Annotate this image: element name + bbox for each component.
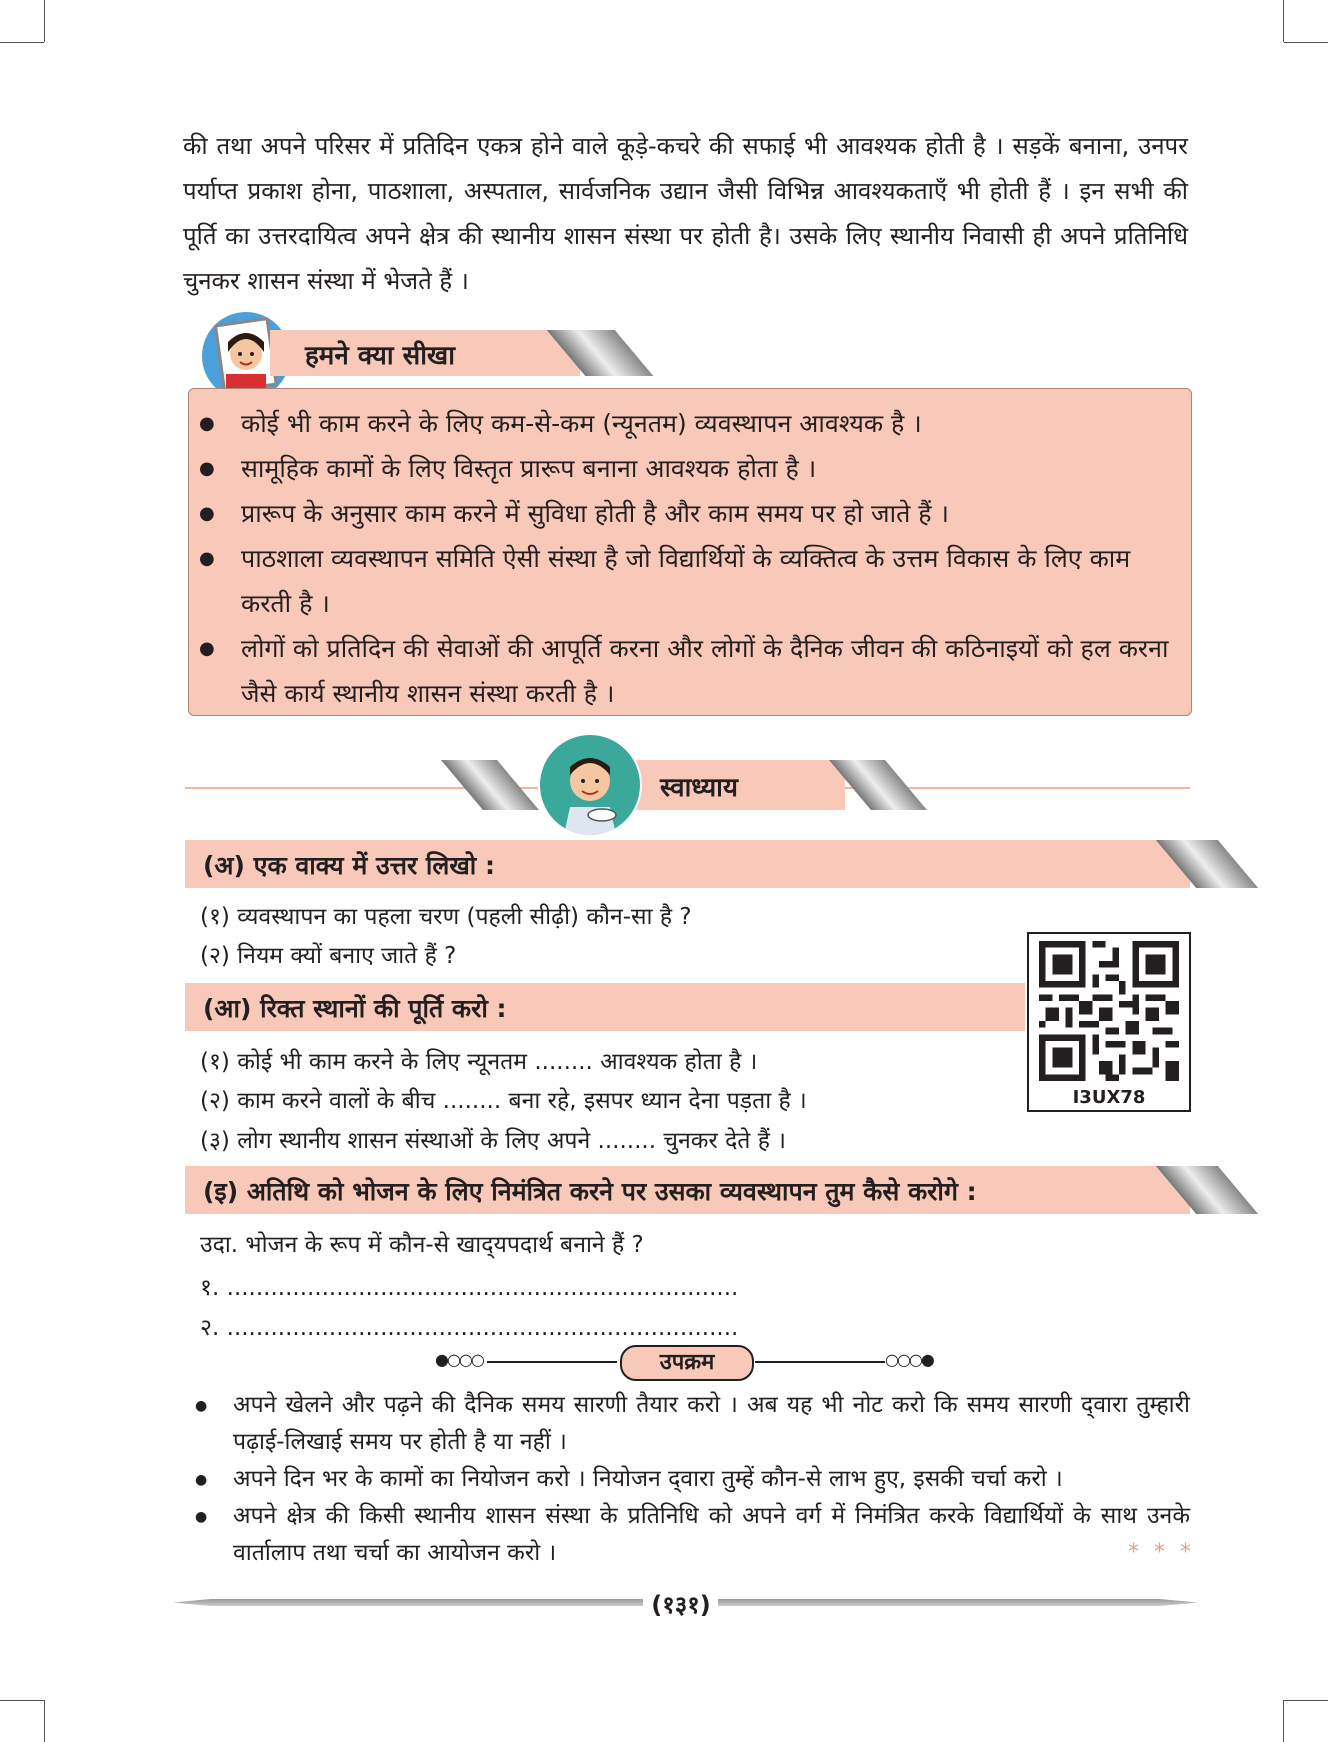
question: (३) लोग स्थानीय शासन संस्थाओं के लिए अपने ........ चुनकर देते हैं । <box>200 1128 786 1154</box>
learned-box <box>188 388 1192 716</box>
intro-text <box>183 124 1188 304</box>
qr-code-label: I3UX78 <box>1072 1087 1146 1108</box>
qr-code[interactable] <box>1027 932 1191 1112</box>
crop-mark <box>1283 1700 1284 1742</box>
question: (२) नियम क्यों बनाए जाते हैं ? <box>200 943 457 969</box>
intro-paragraph: की तथा अपने परिसर में प्रतिदिन एकत्र होने वाले कूड़े-कचरे की सफाई भी आवश्यक होती है । सड़कें बनाना, उनपर पर्याप्त प्रकाश होना, पाठशाला, अस्पताल, सार्वजनिक उद्यान जैसी विभिन्न आवश्यकताएँ भी होती हैं । इन सभी की पूर्ति का उत्तरदायित्व अपने क्षेत्र की स्थानीय शासन संस्था पर होती है। उसके लिए स्थानीय निवासी ही अपने प्रतिनिधि चुनकर शासन संस्था में भेजते हैं । <box>183 132 1188 295</box>
section-b-heading-bar <box>185 983 1025 1031</box>
footer-rule <box>173 1599 643 1606</box>
question: (१) कोई भी काम करने के लिए न्यूनतम ........ आवश्यक होता है । <box>200 1049 758 1075</box>
learned-title: हमने क्या सीखा <box>305 341 455 371</box>
learned-point: ● कोई भी काम करने के लिए कम-से-कम (न्यूनतम) व्यवस्थापन आवश्यक है । <box>241 401 1173 446</box>
crop-mark <box>1284 1700 1328 1701</box>
crop-mark <box>44 0 45 42</box>
crop-mark <box>1284 42 1328 43</box>
activities-divider: ●○○○ उपक्रम ○○○● <box>435 1345 945 1379</box>
answer-blank: २. ...................................................................... <box>200 1315 739 1341</box>
boy-illustration <box>538 733 642 837</box>
section-c-heading: (इ) अतिथि को भोजन के लिए निमंत्रित करने पर उसका व्यवस्थापन तुम कैसे करोगे : <box>203 1177 977 1206</box>
page-number: (१३१) <box>651 1591 711 1619</box>
learned-point: ● सामूहिक कामों के लिए विस्तृत प्रारूप बनाना आवश्यक होता है । <box>241 446 1173 491</box>
crop-mark <box>0 42 44 43</box>
activity-item: ● अपने खेलने और पढ़ने की दैनिक समय सारणी तैयार करो । अब यह भी नोट करो कि समय सारणी द्‍वारा तुम्हारी पढ़ाई-लिखाई समय पर होती है या नहीं । <box>233 1387 1190 1461</box>
crop-mark <box>0 1700 44 1701</box>
activity-item: ● अपने क्षेत्र की किसी स्थानीय शासन संस्था के प्रतिनिधि को अपने वर्ग में निमंत्रित करके विद्यार्थियों के साथ उनके वार्तालाप तथा चर्चा का आयोजन करो । <box>233 1498 1190 1572</box>
end-mark: * * * <box>1128 1540 1195 1565</box>
learned-point: ● पाठशाला व्यवस्थापन समिति ऐसी संस्था है जो विद्यार्थियों के व्यक्तित्व के उत्तम विकास के लिए काम करती है । <box>241 536 1173 626</box>
footer-rule <box>718 1599 1198 1606</box>
learned-point: ● लोगों को प्रतिदिन की सेवाओं की आपूर्ति करना और लोगों के दैनिक जीवन की कठिनाइयों को हल करना जैसे कार्य स्थानीय शासन संस्था करती है । <box>241 626 1173 716</box>
activity-item: ● अपने दिन भर के कामों का नियोजन करो । नियोजन द्‍वारा तुम्हें कौन-से लाभ हुए, इसकी चर्चा करो । <box>233 1461 1190 1498</box>
answer-blank: १. ...................................................................... <box>200 1275 739 1301</box>
question: (१) व्यवस्थापन का पहला चरण (पहली सीढ़ी) कौन-सा है ? <box>200 904 692 930</box>
activities-title-pill <box>620 1345 754 1381</box>
learned-banner <box>270 330 580 376</box>
section-b-heading: (आ) रिक्त स्थानों की पूर्ति करो : <box>203 994 507 1023</box>
banner-stripe <box>1156 840 1258 888</box>
banner-stripe <box>547 330 654 376</box>
banner-stripe <box>1156 1166 1258 1214</box>
example-question: उदा. भोजन के रूप में कौन-से खाद्‍यपदार्थ बनाने हैं ? <box>200 1232 644 1258</box>
learned-list <box>189 389 1191 716</box>
section-a-heading-bar <box>185 840 1190 888</box>
question: (२) काम करने वालों के बीच ........ बना रहे, इसपर ध्यान देना पड़ता है । <box>200 1088 807 1114</box>
crop-mark <box>1283 0 1284 42</box>
crop-mark <box>44 1700 45 1742</box>
exercise-title: स्वाध्याय <box>660 773 738 803</box>
section-a-heading: (अ) एक वाक्य में उत्तर लिखो : <box>203 851 495 880</box>
banner-stripe <box>441 760 539 810</box>
activities-list <box>195 1387 1190 1572</box>
section-c-heading-bar <box>185 1166 1190 1214</box>
activities-title: उपक्रम <box>659 1350 715 1375</box>
learned-point: ● प्रारूप के अनुसार काम करने में सुविधा होती है और काम समय पर हो जाते हैं । <box>241 491 1173 536</box>
qr-code-icon <box>1039 941 1179 1081</box>
exercise-banner <box>630 760 845 810</box>
